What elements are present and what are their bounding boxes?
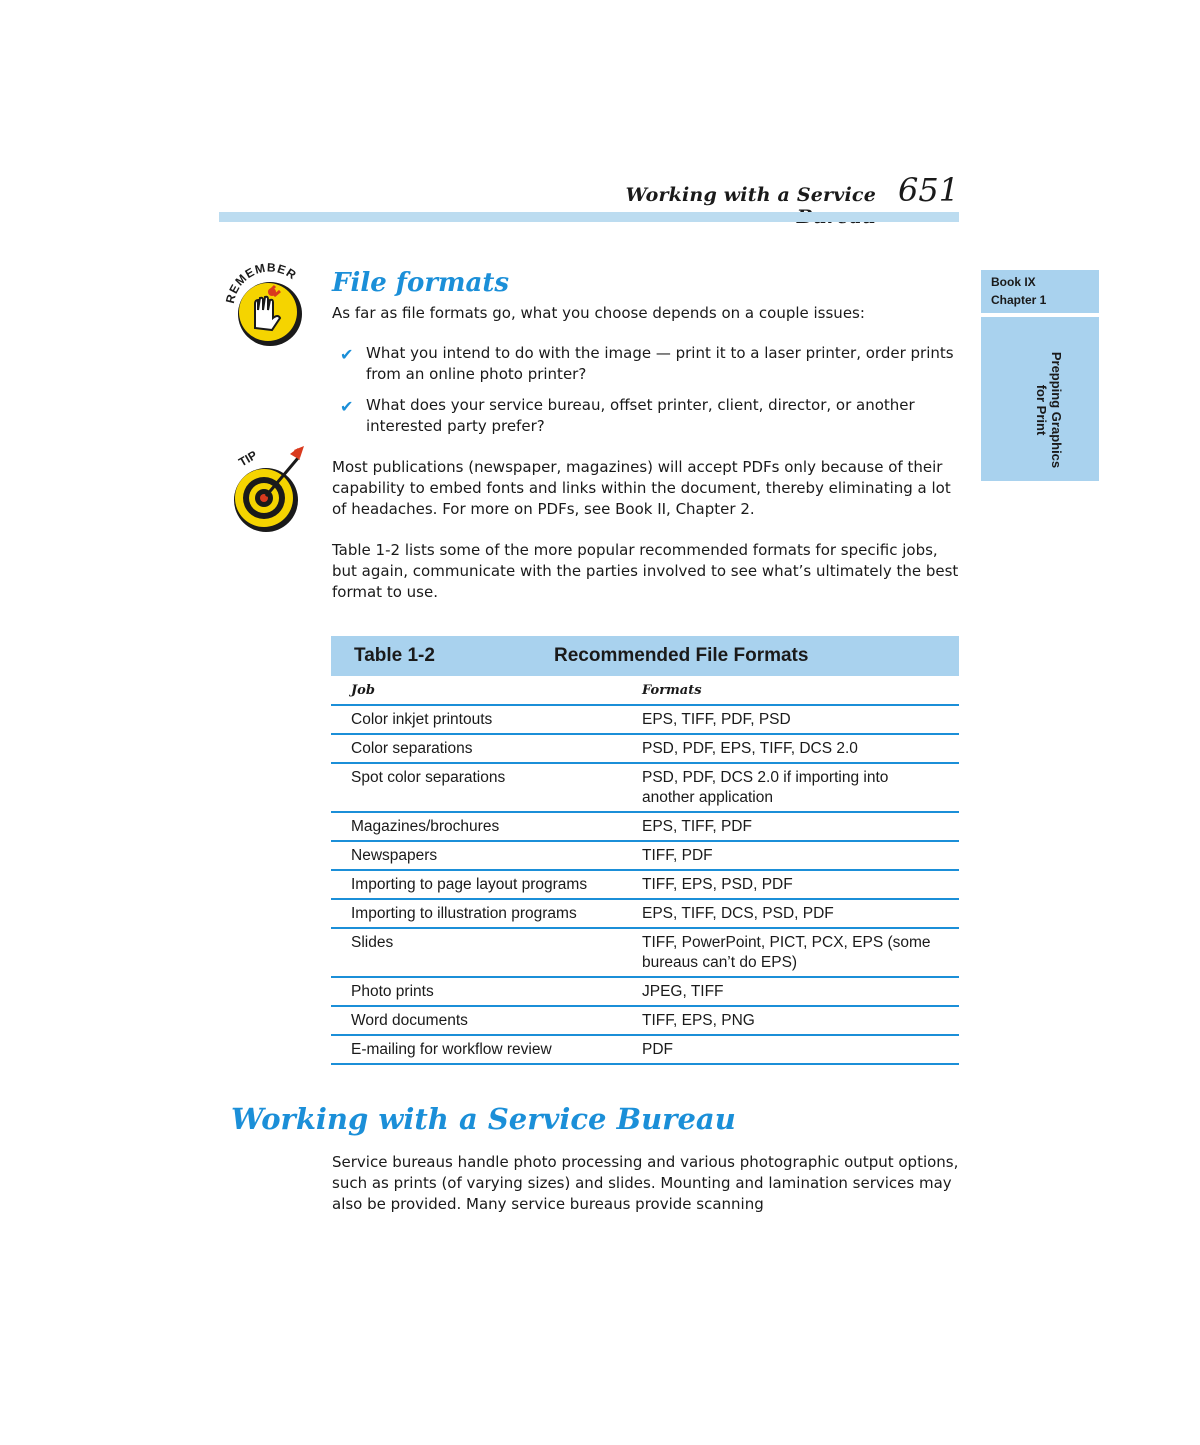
- section-heading-file-formats: File formats: [332, 268, 510, 298]
- thumb-tab-section-line2: for Print: [1034, 384, 1049, 436]
- table-cell-formats: TIFF, EPS, PSD, PDF: [642, 876, 793, 893]
- bullet-item: [340, 343, 960, 387]
- tip-icon: [228, 440, 318, 536]
- table-intro-paragraph: Table 1-2 lists some of the more popular recommended formats for specific jobs, but again, communicate with the parties involved to see what’s ultimately the best format to use.: [332, 541, 959, 601]
- table-row: [331, 869, 959, 898]
- thumb-tab-section-line1: Prepping Graphics: [1049, 351, 1064, 469]
- table-cell-formats: PDF: [642, 1041, 673, 1058]
- header-rule: [219, 212, 959, 222]
- table-cell-job: Magazines/brochures: [351, 818, 500, 835]
- section-heading-service-bureau: Working with a Service Bureau: [231, 1102, 736, 1136]
- table-cell-job: Color inkjet printouts: [351, 711, 493, 728]
- bullet-text: What you intend to do with the image — print it to a laser printer, order prints from an online photo printer?: [366, 344, 954, 383]
- table-cell-formats: JPEG, TIFF: [642, 983, 724, 1000]
- checkmark-icon: ✔: [340, 345, 354, 364]
- table-cell-job: Word documents: [351, 1012, 468, 1029]
- table-cell-job: Photo prints: [351, 983, 434, 1000]
- table-cell-job: E-mailing for workflow review: [351, 1041, 552, 1058]
- intro-paragraph: As far as file formats go, what you choose depends on a couple issues:: [332, 304, 865, 322]
- table-body: [331, 704, 959, 1065]
- remember-icon: [222, 258, 312, 348]
- table-row: [331, 733, 959, 762]
- table-row: [331, 898, 959, 927]
- table-cell-formats: TIFF, PDF: [642, 847, 713, 864]
- table-cell-job: Spot color separations: [351, 769, 506, 786]
- page-number: 651: [898, 171, 960, 209]
- table-cell-job: Slides: [351, 934, 394, 951]
- table-title: Recommended File Formats: [554, 645, 809, 666]
- column-header-job: Job: [351, 683, 375, 698]
- table-cell-formats: TIFF, PowerPoint, PICT, PCX, EPS (some bureaus can’t do EPS): [642, 934, 931, 971]
- running-title: Working with a Service: [625, 184, 876, 206]
- thumb-tab-book: Book IX: [991, 275, 1036, 289]
- remember-icon-label: REMEMBER: [222, 260, 300, 305]
- table-cell-job: Importing to illustration programs: [351, 905, 577, 922]
- table-cell-formats: PSD, PDF, DCS 2.0 if importing into another application: [642, 769, 889, 806]
- bullet-text: What does your service bureau, offset printer, client, director, or another interested party prefer?: [366, 396, 915, 435]
- service-bureau-paragraph: Service bureaus handle photo processing and various photographic output options, such as prints (of varying sizes) and slides. Mounting and lamination services may also be provided. Many service bureaus provide scanning: [332, 1153, 959, 1213]
- table-cell-job: Newspapers: [351, 847, 438, 864]
- table-cell-formats: EPS, TIFF, PDF: [642, 818, 752, 835]
- table-cell-job: Importing to page layout programs: [351, 876, 588, 893]
- table-row: [331, 927, 959, 976]
- tip-icon-label: TIP: [236, 447, 260, 470]
- table-row: [331, 840, 959, 869]
- table-row: [331, 762, 959, 811]
- pdf-paragraph: Most publications (newspaper, magazines) will accept PDFs only because of their capability to embed fonts and links within the document, thereby eliminating a lot of headaches. For more on PDFs, see Book II, Chapter 2.: [332, 458, 951, 518]
- table-cell-formats: EPS, TIFF, DCS, PSD, PDF: [642, 905, 834, 922]
- table-row: [331, 704, 959, 733]
- table-cell-formats: EPS, TIFF, PDF, PSD: [642, 711, 791, 728]
- table-cell-job: Color separations: [351, 740, 473, 757]
- table-cell-formats: TIFF, EPS, PNG: [642, 1012, 755, 1029]
- checkmark-icon: ✔: [340, 397, 354, 416]
- table-bottom-rule: [331, 1063, 959, 1065]
- bullet-item: [340, 395, 960, 439]
- table-cell-formats: PSD, PDF, EPS, TIFF, DCS 2.0: [642, 740, 858, 757]
- table-row: [331, 1034, 959, 1063]
- table-number: Table 1-2: [354, 645, 435, 666]
- table-row: [331, 976, 959, 1005]
- table-row: [331, 811, 959, 840]
- thumb-tab-section-label: [1004, 350, 1064, 470]
- table-row: [331, 1005, 959, 1034]
- thumb-tab-chapter-label: Chapter 1: [991, 293, 1047, 307]
- column-header-formats: Formats: [642, 683, 702, 698]
